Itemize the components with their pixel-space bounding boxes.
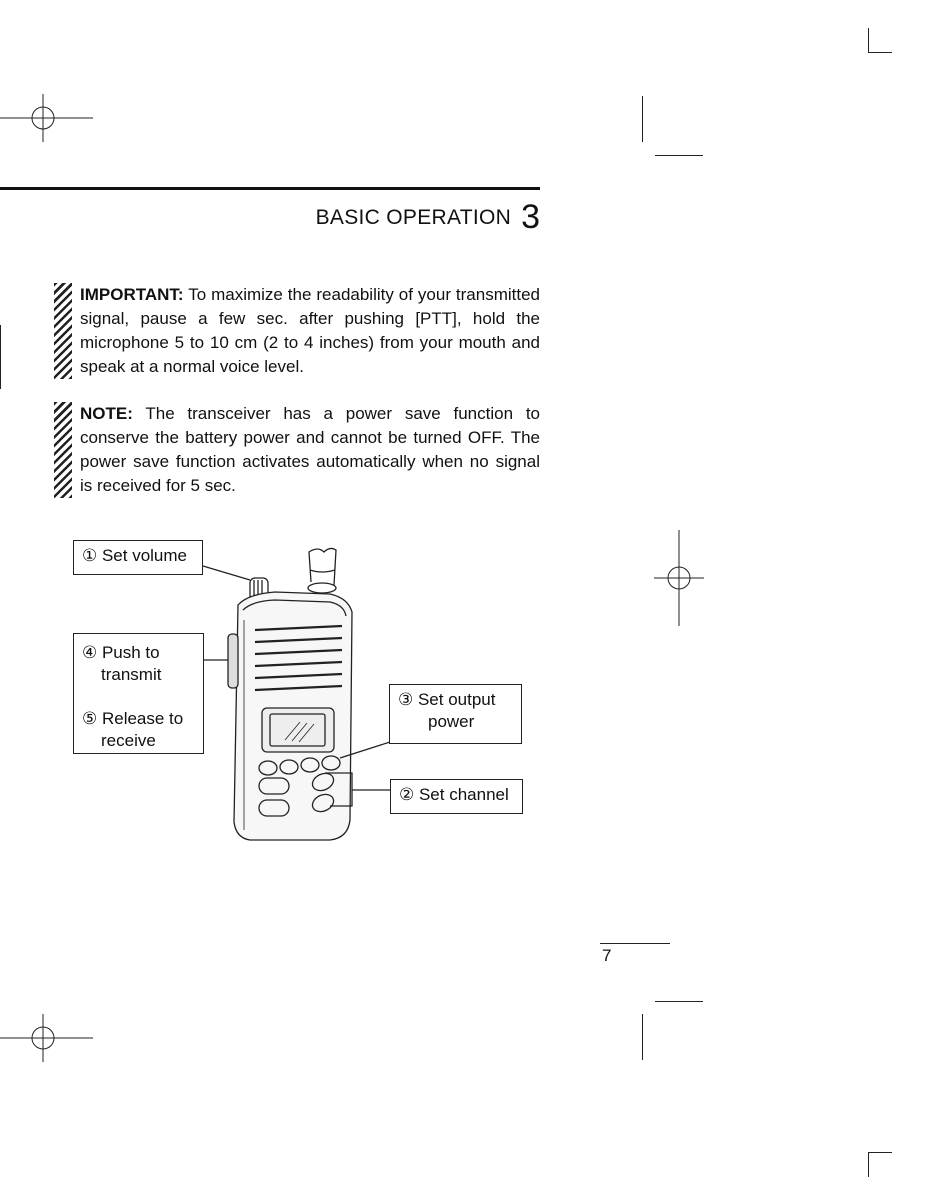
callout-power-line2: power [428, 712, 475, 731]
callout-push-line1: ④ Push to [82, 643, 160, 662]
callout-ptt [73, 633, 204, 754]
important-label: IMPORTANT: [80, 285, 184, 304]
page-number-rule [600, 943, 670, 944]
callout-power-line1: ③ Set output [398, 690, 496, 709]
page-number: 7 [602, 946, 612, 965]
callout-release-line2: receive [101, 731, 156, 750]
callout-set-output-power [389, 684, 522, 744]
note-label: NOTE: [80, 404, 133, 423]
callout-release-line1: ⑤ Release to [82, 709, 184, 728]
callout-set-channel [390, 779, 523, 814]
section-number: 3 [521, 198, 540, 236]
note-body: The transceiver has a power save function to conserve the battery power and cannot be turned OFF. The power save function activates automatically when no signal is received for 5 sec. [80, 404, 540, 495]
callout-set-volume [73, 540, 203, 575]
important-body: To maximize the readability of your transmitted signal, pause a few sec. after pushing [PTT], hold the microphone 5 to 10 cm (2 to 4 inches) from your mouth and speak at a normal voice level. [80, 285, 540, 376]
section-name: BASIC OPERATION [315, 206, 512, 229]
callout-set-channel-text: ② Set channel [399, 785, 509, 804]
callout-set-volume-text: ① Set volume [82, 546, 188, 565]
callout-push-line2: transmit [101, 665, 162, 684]
